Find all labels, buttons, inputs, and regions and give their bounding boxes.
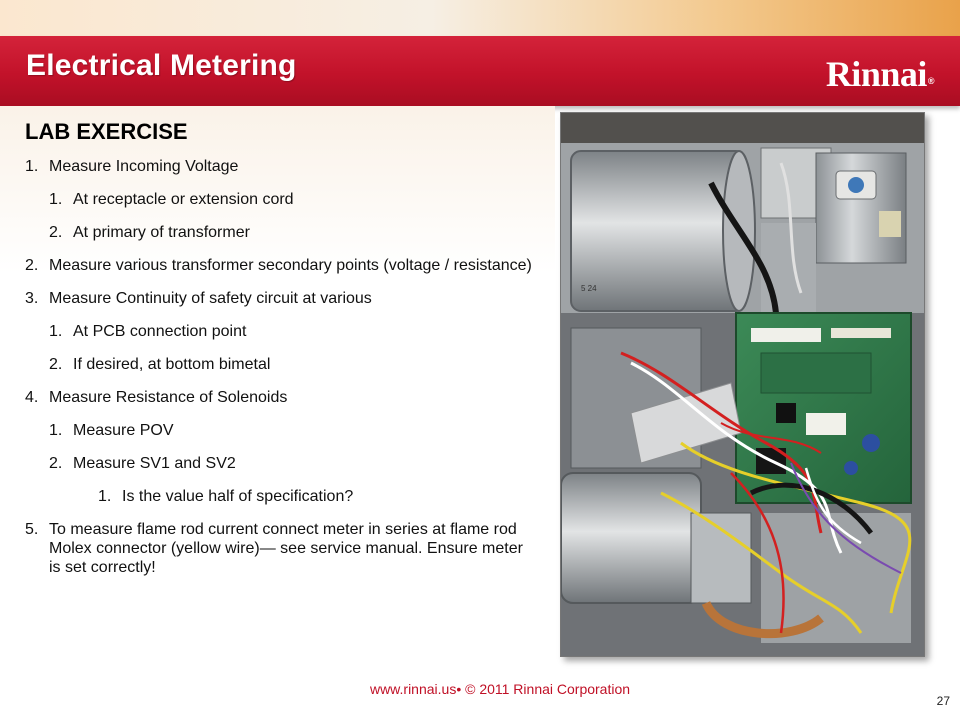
water-heater-photo (560, 112, 925, 657)
item-text: Measure Incoming Voltage (49, 158, 239, 175)
item-text: Measure various transformer secondary points (voltage / resistance) (49, 257, 532, 274)
item-number: 4. (25, 389, 39, 406)
list-item (25, 487, 535, 506)
footer-copyright: www.rinnai.us• © 2011 Rinnai Corporation (369, 681, 631, 697)
item-number: 1. (25, 158, 39, 175)
list-item (25, 289, 535, 308)
title-bar (0, 36, 960, 106)
item-text: Measure POV (73, 422, 174, 439)
board-label: 5 24 (581, 284, 597, 293)
list-item (25, 388, 535, 407)
list-item (25, 223, 535, 242)
list-item (25, 454, 535, 473)
item-text: Measure Resistance of Solenoids (49, 389, 288, 406)
item-text: Measure SV1 and SV2 (73, 455, 236, 472)
item-text: Is the value half of specification? (122, 488, 354, 505)
list-item (25, 322, 535, 341)
item-text: If desired, at bottom bimetal (73, 356, 271, 373)
item-number: 2. (49, 356, 63, 373)
item-text: At PCB connection point (73, 323, 247, 340)
logo-text: Rinnai (825, 54, 927, 94)
item-text: To measure flame rod current connect meter in series at flame rod Molex connector (yellow wire)— see service manual. Ensure meter is set correctly! (49, 521, 523, 576)
item-number: 1. (49, 191, 63, 208)
list-item (25, 355, 535, 374)
item-number: 1. (98, 488, 112, 505)
list-item (25, 421, 535, 440)
lab-exercise-list (25, 119, 535, 591)
item-number: 2. (49, 224, 63, 241)
list-item (25, 157, 535, 176)
page-number: 27 (936, 694, 950, 708)
item-number: 1. (49, 323, 63, 340)
water-heater-illustration (561, 113, 925, 657)
list-item (25, 190, 535, 209)
item-number: 2. (25, 257, 39, 274)
item-number: 5. (25, 521, 39, 538)
item-text: At receptacle or extension cord (73, 191, 294, 208)
item-number: 2. (49, 455, 63, 472)
item-number: 3. (25, 290, 39, 307)
item-number: 1. (49, 422, 63, 439)
list-item (25, 520, 535, 577)
registered-mark: ® (927, 76, 934, 86)
item-text: At primary of transformer (73, 224, 250, 241)
item-text: Measure Continuity of safety circuit at various (49, 290, 372, 307)
lab-heading: LAB EXERCISE (25, 119, 188, 144)
slide-title: Electrical Metering (26, 49, 297, 82)
rinnai-logo (826, 53, 934, 95)
list-item (25, 256, 535, 275)
